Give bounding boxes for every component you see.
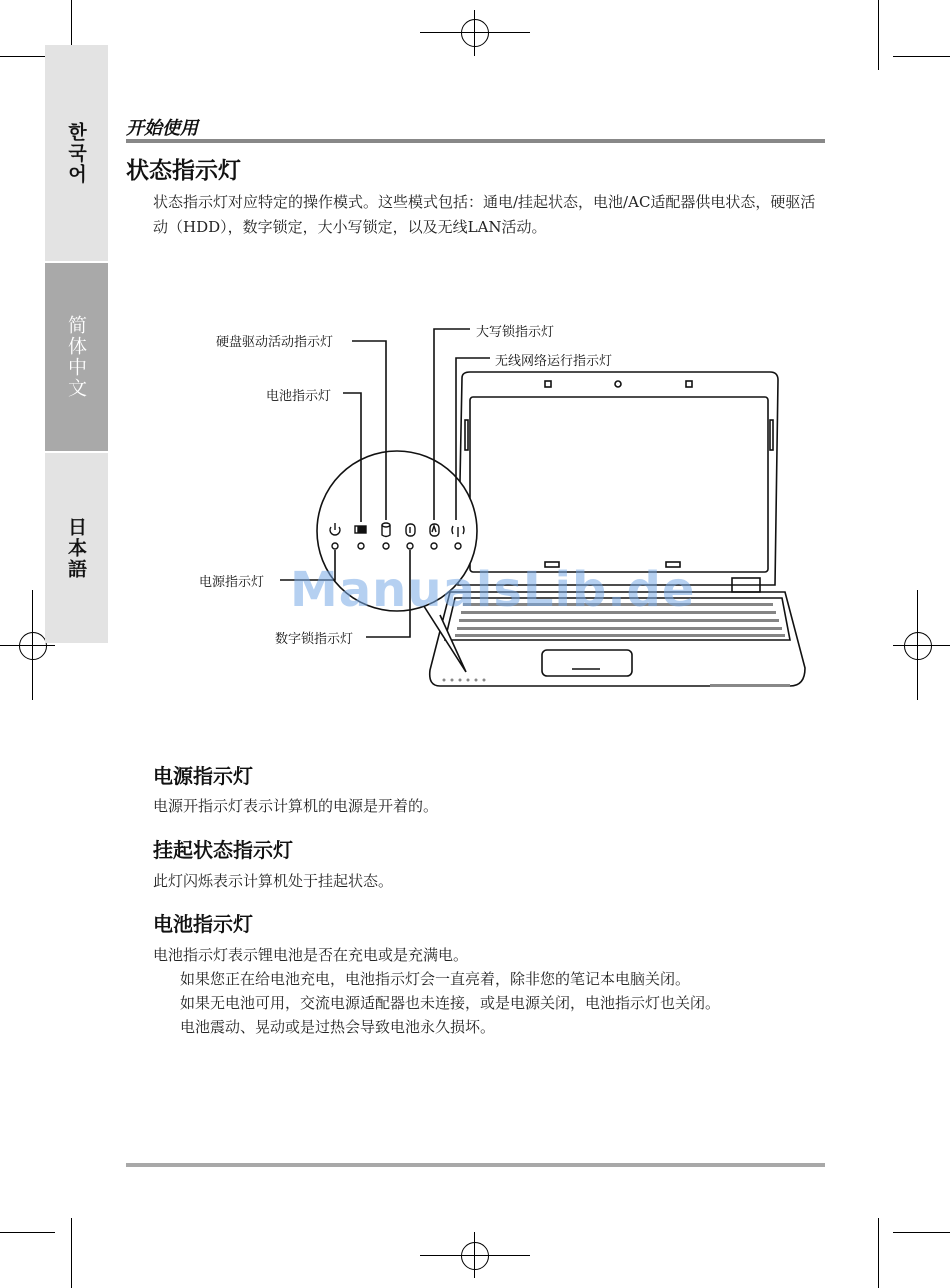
tab-korean[interactable] xyxy=(45,45,108,261)
power-indicator-body: 电源开指示灯表示计算机的电源是开着的。 xyxy=(153,797,439,815)
battery-note-3: 电池震动、晃动或是过热会导致电池永久损坏。 xyxy=(180,1018,496,1036)
power-indicator-heading: 电源指示灯 xyxy=(153,764,253,788)
battery-note-2: 如果无电池可用，交流电源适配器也未连接，或是电源关闭，电池指示灯也关闭。 xyxy=(180,994,721,1012)
tab-simplified-chinese-label: 简体中文 xyxy=(65,315,87,399)
section-label: 开始使用 xyxy=(126,118,198,139)
power-indicator-label: 电源指示灯 xyxy=(199,575,265,590)
battery-indicator-heading: 电池指示灯 xyxy=(153,912,253,936)
hdd-indicator-label: 硬盘驱动活动指示灯 xyxy=(216,335,334,350)
page-title: 状态指示灯 xyxy=(126,158,241,184)
laptop-lid xyxy=(458,372,778,585)
touchpad xyxy=(542,650,632,676)
tab-japanese-label: 日本語 xyxy=(65,516,87,580)
battery-note-1: 如果您正在给电池充电，电池指示灯会一直亮着，除非您的笔记本电脑关闭。 xyxy=(180,970,691,988)
intro-paragraph: 状态指示灯对应特定的操作模式。这些模式包括：通电/挂起状态，电池/AC适配器供电状态，硬驱活动（HDD），数字锁定，大小写锁定，以及无线LAN活动。 xyxy=(153,193,816,236)
numlock-indicator-label: 数字锁指示灯 xyxy=(275,632,354,647)
tab-simplified-chinese[interactable] xyxy=(45,263,108,451)
capslock-indicator-label: 大写锁指示灯 xyxy=(476,325,555,340)
tab-korean-label: 한국어 xyxy=(65,121,87,185)
battery-indicator-label: 电池指示灯 xyxy=(266,389,332,404)
battery-indicator-body: 电池指示灯表示锂电池是否在充电或是充满电。 xyxy=(153,946,469,964)
laptop-screen xyxy=(470,397,768,572)
suspend-indicator-body: 此灯闪烁表示计算机处于挂起状态。 xyxy=(153,872,394,890)
suspend-indicator-heading: 挂起状态指示灯 xyxy=(153,838,293,862)
footer-rule xyxy=(126,1163,825,1167)
wireless-indicator-label: 无线网络运行指示灯 xyxy=(495,354,613,369)
tab-japanese[interactable] xyxy=(45,453,108,643)
header-rule xyxy=(126,139,825,143)
watermark: ManualsLib.de xyxy=(290,562,696,618)
